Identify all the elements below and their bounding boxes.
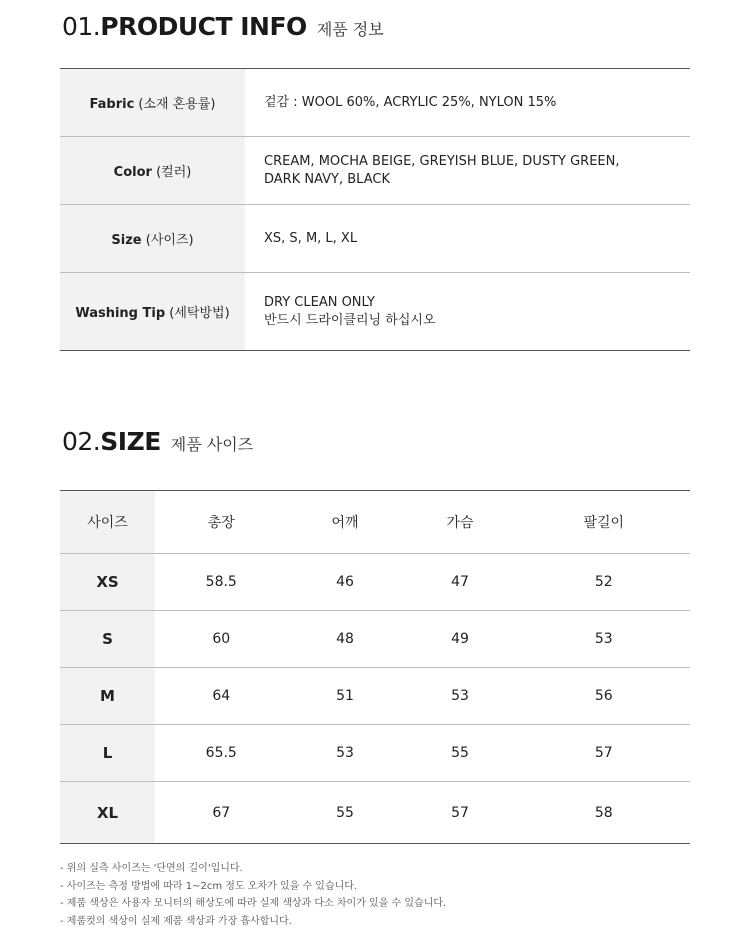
header-shoulder: 어깨 <box>287 491 402 554</box>
value-cell: 46 <box>287 554 402 611</box>
size-table <box>60 490 690 844</box>
size-heading <box>62 427 253 456</box>
value-cell: 53 <box>518 611 690 668</box>
info-row-washing <box>60 273 690 351</box>
value-cell: 55 <box>403 725 518 782</box>
note-line: - 제품 색상은 사용자 모니터의 해상도에 따라 실제 색상과 다소 차이가 있을 수 있습니다. <box>60 898 447 909</box>
section-number: 01. <box>62 12 101 41</box>
label-en: Color <box>113 165 152 180</box>
label-ko: (소재 혼용률) <box>138 97 216 112</box>
header-size: 사이즈 <box>60 491 155 554</box>
info-row-fabric <box>60 69 690 137</box>
value-cell: 64 <box>155 668 287 725</box>
label-en: Size <box>111 233 142 248</box>
value-cell: 47 <box>403 554 518 611</box>
info-label <box>60 273 245 351</box>
value-cell: 57 <box>518 725 690 782</box>
info-value <box>245 69 690 137</box>
header-sleeve: 팔길이 <box>518 491 690 554</box>
label-ko: (컬러) <box>156 165 192 180</box>
section-number: 02. <box>62 427 101 456</box>
label-en: Washing Tip <box>75 306 166 321</box>
value-cell: 60 <box>155 611 287 668</box>
section-title: PRODUCT INFO <box>100 12 307 41</box>
size-cell: XL <box>60 782 155 844</box>
info-label <box>60 205 245 273</box>
section-subtitle: 제품 사이즈 <box>170 435 254 454</box>
value-cell: 53 <box>403 668 518 725</box>
value-line: DARK NAVY, BLACK <box>264 171 390 187</box>
info-label <box>60 137 245 205</box>
table-row <box>60 668 690 725</box>
label-en: Fabric <box>89 97 135 112</box>
label-ko: (세탁방법) <box>169 306 230 321</box>
info-row-color <box>60 137 690 205</box>
value-cell: 48 <box>287 611 402 668</box>
value-cell: 52 <box>518 554 690 611</box>
size-cell: XS <box>60 554 155 611</box>
section-subtitle: 제품 정보 <box>316 20 384 39</box>
value-cell: 56 <box>518 668 690 725</box>
size-header-row <box>60 491 690 554</box>
table-row <box>60 782 690 844</box>
note-line: - 사이즈는 측정 방법에 따라 1~2cm 정도 오차가 있을 수 있습니다. <box>60 880 358 892</box>
value-line: DRY CLEAN ONLY <box>264 294 375 310</box>
table-row <box>60 725 690 782</box>
note-line: - 제품컷의 색상이 실제 제품 색상과 가장 흡사합니다. <box>60 915 292 927</box>
section-title: SIZE <box>100 427 161 456</box>
value-cell: 53 <box>287 725 402 782</box>
value-cell: 65.5 <box>155 725 287 782</box>
product-info-heading <box>62 12 384 41</box>
value-cell: 67 <box>155 782 287 844</box>
value-cell: 55 <box>287 782 402 844</box>
note-line: - 위의 실측 사이즈는 '단면의 길이'입니다. <box>60 863 243 874</box>
value-cell: 49 <box>403 611 518 668</box>
info-value <box>245 273 690 351</box>
header-chest: 가슴 <box>403 491 518 554</box>
value-cell: 58.5 <box>155 554 287 611</box>
size-notes <box>60 860 446 930</box>
value-cell: 51 <box>287 668 402 725</box>
info-value <box>245 205 690 273</box>
size-cell: S <box>60 611 155 668</box>
value-line: CREAM, MOCHA BEIGE, GREYISH BLUE, DUSTY GREEN, <box>264 153 620 169</box>
value-cell: 58 <box>518 782 690 844</box>
size-cell: L <box>60 725 155 782</box>
value-line: XS, S, M, L, XL <box>264 230 358 246</box>
size-cell: M <box>60 668 155 725</box>
info-label <box>60 69 245 137</box>
info-value <box>245 137 690 205</box>
table-row <box>60 554 690 611</box>
value-cell: 57 <box>403 782 518 844</box>
value-line: 반드시 드라이클리닝 하십시오 <box>264 312 436 328</box>
product-info-table <box>60 68 690 351</box>
value-line: 겉감 : WOOL 60%, ACRYLIC 25%, NYLON 15% <box>264 94 557 110</box>
label-ko: (사이즈) <box>145 233 194 248</box>
header-length: 총장 <box>155 491 287 554</box>
table-row <box>60 611 690 668</box>
info-row-size <box>60 205 690 273</box>
